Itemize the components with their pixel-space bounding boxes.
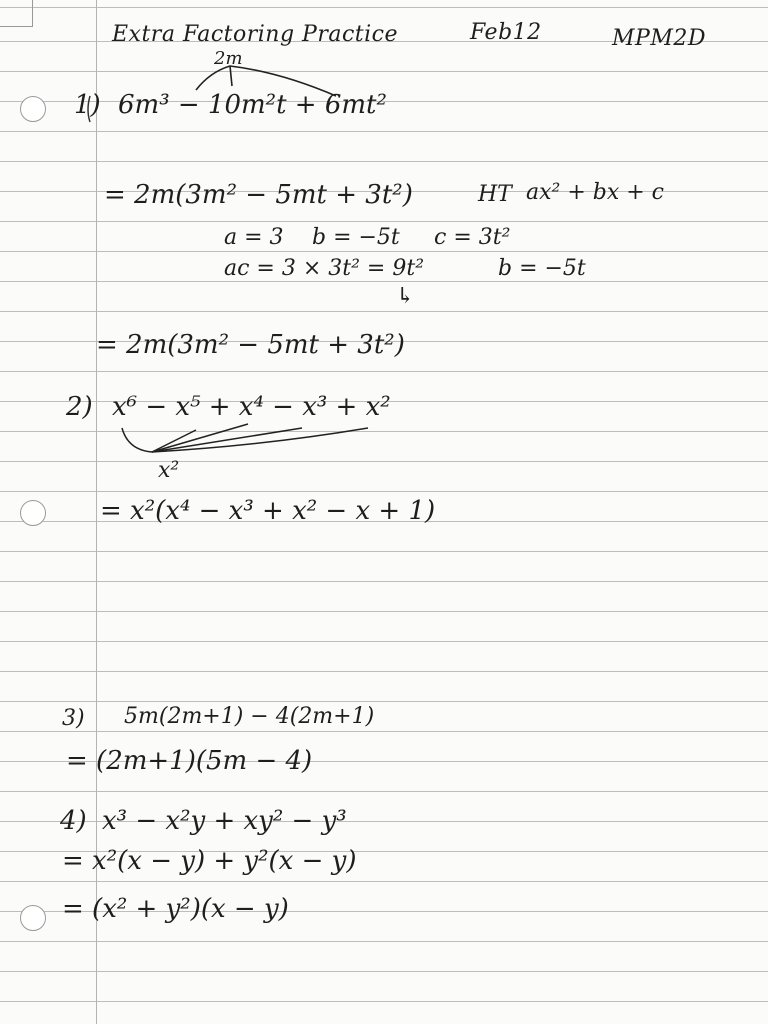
coefficient-b: b = −5t bbox=[312, 225, 400, 250]
problem-1-step-1: = 2m(3m² − 5mt + 3t²) bbox=[104, 180, 413, 210]
problem-1-number: 1) bbox=[74, 90, 101, 120]
problem-4-step-1: = x²(x − y) + y²(x − y) bbox=[62, 846, 357, 876]
problem-4-expression: x³ − x²y + xy² − y³ bbox=[102, 806, 347, 836]
problem-2-annotation: x² bbox=[158, 458, 180, 483]
problem-2-group-line-2 bbox=[152, 424, 248, 452]
problem-1-note-form: ax² + bx + c bbox=[526, 180, 664, 205]
problem-1-annotation: 2m bbox=[214, 48, 243, 69]
problem-2-step-1: = x²(x⁴ − x³ + x² − x + 1) bbox=[100, 496, 436, 526]
page-date: Feb12 bbox=[470, 20, 542, 45]
problem-4-step-2: = (x² + y²)(x − y) bbox=[62, 894, 289, 924]
coefficient-a: a = 3 bbox=[224, 225, 284, 250]
coefficient-b-repeat: b = −5t bbox=[498, 256, 586, 281]
problem-1-note-label: HT bbox=[478, 182, 512, 207]
problem-2-group-curve bbox=[122, 428, 152, 452]
problem-1-step-2: = 2m(3m² − 5mt + 3t²) bbox=[96, 330, 405, 360]
problem-1-bracket bbox=[196, 66, 336, 96]
problem-1-expression: 6m³ − 10m²t + 6mt² bbox=[118, 90, 387, 120]
problem-3-number: 3) bbox=[62, 706, 85, 731]
coefficient-c: c = 3t² bbox=[434, 225, 511, 250]
problem-1-margin-mark bbox=[88, 96, 90, 122]
problem-2-expression: x⁶ − x⁵ + x⁴ − x³ + x² bbox=[112, 392, 391, 422]
page-title: Extra Factoring Practice bbox=[112, 22, 399, 47]
problem-3-step-1: = (2m+1)(5m − 4) bbox=[66, 746, 313, 776]
problem-2-group-line-4 bbox=[152, 428, 368, 452]
product-ac: ac = 3 × 3t² = 9t² bbox=[224, 256, 425, 281]
problem-1-bracket-stem bbox=[230, 66, 232, 86]
problem-2-number: 2) bbox=[66, 392, 93, 422]
course-code: MPM2D bbox=[612, 26, 706, 51]
arrow-mark: ↳ bbox=[396, 284, 415, 309]
problem-3-expression: 5m(2m+1) − 4(2m+1) bbox=[124, 704, 375, 729]
problem-4-number: 4) bbox=[60, 806, 87, 836]
